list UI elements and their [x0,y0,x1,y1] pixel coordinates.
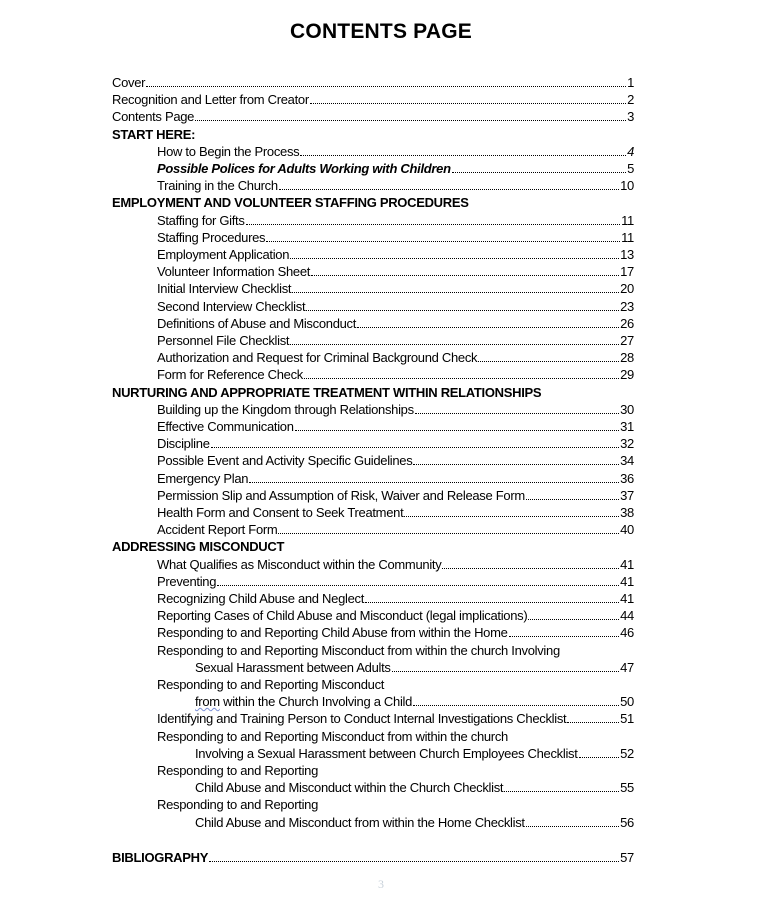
toc-entry-label: Volunteer Information Sheet [157,264,311,280]
toc-entry [157,433,634,451]
dot-leader [442,568,619,569]
toc-entry [112,72,634,90]
toc-entry [157,330,634,348]
toc-entry-page: 17 [620,264,634,280]
toc-entry [195,812,634,830]
toc-entry-label: Discipline [157,436,210,452]
toc-entry-page: 44 [620,608,634,624]
toc-entry-label: Form for Reference Check [157,367,303,383]
toc-entry-label: Recognizing Child Abuse and Neglect [157,591,365,606]
dot-leader [526,826,619,827]
toc-entry-label: Emergency Plan [157,470,249,486]
dot-leader [392,671,619,672]
dot-leader [246,224,621,225]
toc-entry-page: 11 [621,229,634,245]
toc-entry-label: Responding to and Reporting Misconduct [157,677,385,692]
toc-entry-label: Identifying and Training Person to Conduct Internal Investigations Checklist [157,711,567,727]
toc-entry-label: Involving a Sexual Harassment between Church Employees Checklist [195,745,578,761]
toc-entry-label: Child Abuse and Misconduct within the Church Checklist [195,780,504,796]
toc-entry [157,296,634,314]
toc-entry-label: Accident Report Form [157,522,278,538]
dot-leader [415,413,619,414]
dot-leader [290,258,619,259]
toc-entry-page: 29 [620,367,634,383]
toc-entry [157,468,634,486]
toc-entry [157,244,634,262]
toc-entry-label: Definitions of Abuse and Misconduct [157,315,357,331]
toc-entry [157,622,634,640]
dot-leader [357,327,619,328]
toc-entry-page: 37 [620,487,634,503]
toc-section-heading [112,536,284,554]
toc-entry-page: 40 [620,522,634,538]
toc-entry-label: Child Abuse and Misconduct from within the Home Checklist [195,814,525,830]
dot-leader [526,499,619,500]
toc-entry-page: 52 [620,745,634,761]
toc-entry-page: 31 [620,419,634,434]
toc-entry-page: 27 [620,333,634,348]
toc-entry-page: 30 [620,401,634,417]
toc-entry [195,657,634,675]
toc-section-heading [112,124,195,142]
toc-entry-label: Responding to and Reporting Misconduct from within the church [157,728,508,744]
toc-entry-page: 38 [620,505,634,520]
toc-entry-page: 34 [620,453,634,469]
dot-leader [509,636,620,637]
toc-entry-label: Contents Page [112,109,195,125]
toc-entry-page: 26 [620,315,634,331]
toc-entry-label: Personnel File Checklist [157,333,290,348]
toc-entry-page: 36 [620,470,634,486]
toc-entry [157,554,634,572]
dot-leader [195,120,626,121]
toc-entry [157,347,634,365]
toc-entry [195,777,634,795]
toc-entry [157,571,634,589]
dot-leader [306,310,619,311]
toc-entry-label: Cover [112,75,146,90]
dot-leader [567,722,619,723]
dot-leader [279,189,619,190]
toc-entry-label: Training in the Church [157,178,278,194]
toc-entry-label: Responding to and Reporting Misconduct from within the church Involving [157,642,560,658]
toc-entry-label: Effective Communication [157,419,294,434]
toc-entry [112,106,634,124]
toc-section-heading [112,382,541,400]
toc-entry [157,502,634,520]
dot-leader [249,482,619,483]
dot-leader [413,464,619,465]
toc-entry-page: 5 [627,161,634,176]
toc-entry-page: 13 [620,247,634,262]
dot-leader [413,705,619,706]
toc-entry-page: 10 [620,178,634,194]
toc-entry [195,691,634,709]
toc-entry [157,760,318,778]
toc-entry-label: How to Begin the Process [157,143,300,159]
toc-entry [157,416,634,434]
toc-entry-label: BIBLIOGRAPHY [112,849,209,865]
toc-entry-label: Sexual Harassment between Adults [195,659,391,675]
toc-entry-page: 46 [620,625,634,641]
toc-entry-label: from within the Church Involving a Child [195,694,413,710]
dot-leader [266,241,620,242]
dot-leader [504,791,619,792]
toc-entry-page: 4 [627,143,634,159]
toc-entry-label: START HERE: [112,126,196,142]
toc-entry [157,674,384,692]
toc-entry [157,588,634,606]
dot-leader [209,861,619,862]
toc-entry [157,364,634,382]
toc-entry-label: What Qualifies as Misconduct within the Community [157,556,442,572]
dot-leader [478,361,619,362]
dot-leader [365,602,619,603]
toc-entry-page: 41 [620,573,634,589]
toc-entry-page: 41 [620,556,634,572]
dot-leader [217,585,619,586]
toc-entry [157,726,508,744]
toc-entry-label: Responding to and Reporting [157,763,319,778]
dot-leader [146,86,626,87]
toc-entry-label: Preventing [157,573,217,589]
toc-entry-label: Reporting Cases of Child Abuse and Misconduct (legal implications) [157,608,528,624]
toc-entry-page: 32 [620,436,634,452]
toc-entry [157,175,634,193]
dot-leader [292,292,619,293]
toc-entry-label: Employment Application [157,247,290,262]
toc-entry-page: 3 [627,109,634,125]
page-number: 3 [378,877,384,891]
page-title: CONTENTS PAGE [290,20,472,43]
dot-leader [300,155,626,156]
toc-entry-page: 55 [620,780,634,796]
toc-entry [157,278,634,296]
toc-entry-label: NURTURING AND APPROPRIATE TREATMENT WITHIN RELATIONSHIPS [112,384,542,400]
toc-entry [157,605,634,623]
dot-leader [310,103,626,104]
toc-entry-label: Recognition and Letter from Creator [112,92,309,108]
dot-leader [311,275,619,276]
toc-entry-label: Staffing for Gifts [157,212,245,228]
toc-entry-page: 50 [620,694,634,710]
toc-entry [157,141,634,159]
toc-entry-page: 11 [621,212,634,228]
toc-entry [112,89,634,107]
toc-entry [157,227,634,245]
dot-leader [295,430,619,431]
dot-leader [404,516,619,517]
toc-entry-page: 2 [627,92,634,108]
toc-entry [157,485,634,503]
toc-entry-page: 28 [620,350,634,366]
toc-entry-label: Authorization and Request for Criminal Background Check [157,350,478,366]
toc-entry-page: 20 [620,281,634,297]
toc-entry-label: EMPLOYMENT AND VOLUNTEER STAFFING PROCEDURES [112,195,469,211]
toc-entry-label: Staffing Procedures [157,229,266,245]
toc-entry [157,399,634,417]
toc-entry-label: ADDRESSING MISCONDUCT [112,539,285,555]
toc-entry [157,450,634,468]
toc-entry [157,261,634,279]
toc-entry [157,640,560,658]
toc-entry-label: Responding to and Reporting Child Abuse from within the Home [157,625,508,641]
toc-entry-label: Initial Interview Checklist [157,281,292,297]
toc-entry-page: 41 [620,591,634,606]
toc-entry-label: Responding to and Reporting [157,797,319,813]
toc-entry-page: 1 [627,75,634,90]
toc-entry-label: Possible Polices for Adults Working with Children [157,161,451,176]
toc-entry [157,794,318,812]
toc-entry-label: Building up the Kingdom through Relationships [157,401,414,417]
toc-entry-page: 47 [620,659,634,675]
toc-section-heading [112,847,634,865]
toc-entry [157,210,634,228]
toc-entry [157,519,634,537]
toc-entry [157,313,634,331]
toc-entry [157,708,634,726]
dot-leader [304,378,619,379]
toc-entry-label: Health Form and Consent to Seek Treatment [157,505,404,520]
dot-leader [211,447,619,448]
dot-leader [579,757,620,758]
toc-entry-label: Possible Event and Activity Specific Guidelines [157,453,413,469]
dot-leader [290,344,619,345]
toc-entry-page: 51 [620,711,634,727]
toc-entry [195,743,634,761]
dot-leader [528,619,619,620]
toc-entry-page: 57 [620,849,634,865]
toc-entry-label: Second Interview Checklist [157,298,306,314]
dot-leader [278,533,619,534]
toc-entry [157,158,634,176]
toc-entry-page: 23 [620,298,634,314]
dot-leader [452,172,626,173]
toc-entry-page: 56 [620,814,634,830]
toc-entry-label: Permission Slip and Assumption of Risk, Waiver and Release Form [157,487,525,503]
toc-section-heading [112,192,469,210]
